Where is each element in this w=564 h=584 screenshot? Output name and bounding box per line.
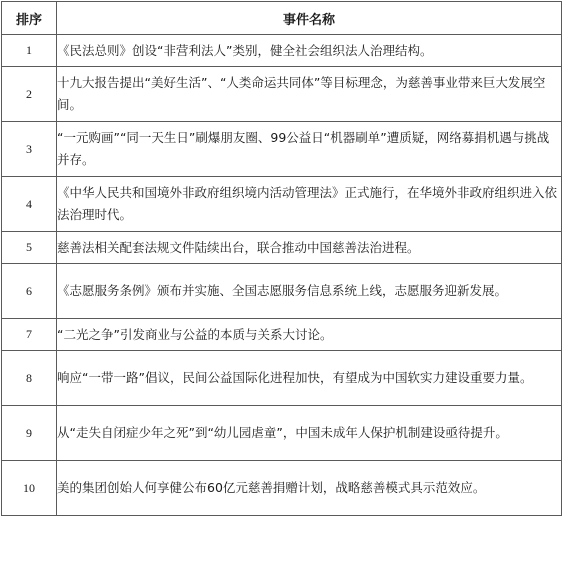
event-text: “二光之争”引发商业与公益的本质与关系大讨论。 <box>57 319 562 351</box>
table-row <box>2 461 562 516</box>
table-row <box>2 319 562 351</box>
table-row <box>2 264 562 319</box>
table-row <box>2 35 562 67</box>
table-row <box>2 177 562 232</box>
event-text: “一元购画”“同一天生日”刷爆朋友圈、99公益日“机器刷单”遭质疑，网络募捐机遇与挑战并存。 <box>57 122 562 177</box>
table-row <box>2 122 562 177</box>
header-event-name: 事件名称 <box>57 2 562 35</box>
row-number: 2 <box>2 67 57 122</box>
event-text: 美的集团创始人何享健公布60亿元慈善捐赠计划，战略慈善模式具示范效应。 <box>57 461 562 516</box>
table-row <box>2 232 562 264</box>
row-number: 1 <box>2 35 57 67</box>
row-number: 10 <box>2 461 57 516</box>
events-table <box>1 1 562 516</box>
table-row <box>2 406 562 461</box>
table-row <box>2 351 562 406</box>
row-number: 9 <box>2 406 57 461</box>
event-text: 响应“一带一路”倡议，民间公益国际化进程加快，有望成为中国软实力建设重要力量。 <box>57 351 562 406</box>
row-number: 5 <box>2 232 57 264</box>
row-number: 6 <box>2 264 57 319</box>
row-number: 7 <box>2 319 57 351</box>
event-text: 十九大报告提出“美好生活”、“人类命运共同体”等目标理念，为慈善事业带来巨大发展空间。 <box>57 67 562 122</box>
row-number: 4 <box>2 177 57 232</box>
header-rank: 排序 <box>2 2 57 35</box>
event-text: 《志愿服务条例》颁布并实施、全国志愿服务信息系统上线，志愿服务迎新发展。 <box>57 264 562 319</box>
table-row <box>2 67 562 122</box>
event-text: 《中华人民共和国境外非政府组织境内活动管理法》正式施行，在华境外非政府组织进入依法治理时代。 <box>57 177 562 232</box>
row-number: 3 <box>2 122 57 177</box>
row-number: 8 <box>2 351 57 406</box>
event-text: 慈善法相关配套法规文件陆续出台，联合推动中国慈善法治进程。 <box>57 232 562 264</box>
table-header-row <box>2 2 562 35</box>
event-text: 《民法总则》创设“非营利法人”类别，健全社会组织法人治理结构。 <box>57 35 562 67</box>
event-text: 从“走失自闭症少年之死”到“幼儿园虐童”，中国未成年人保护机制建设亟待提升。 <box>57 406 562 461</box>
